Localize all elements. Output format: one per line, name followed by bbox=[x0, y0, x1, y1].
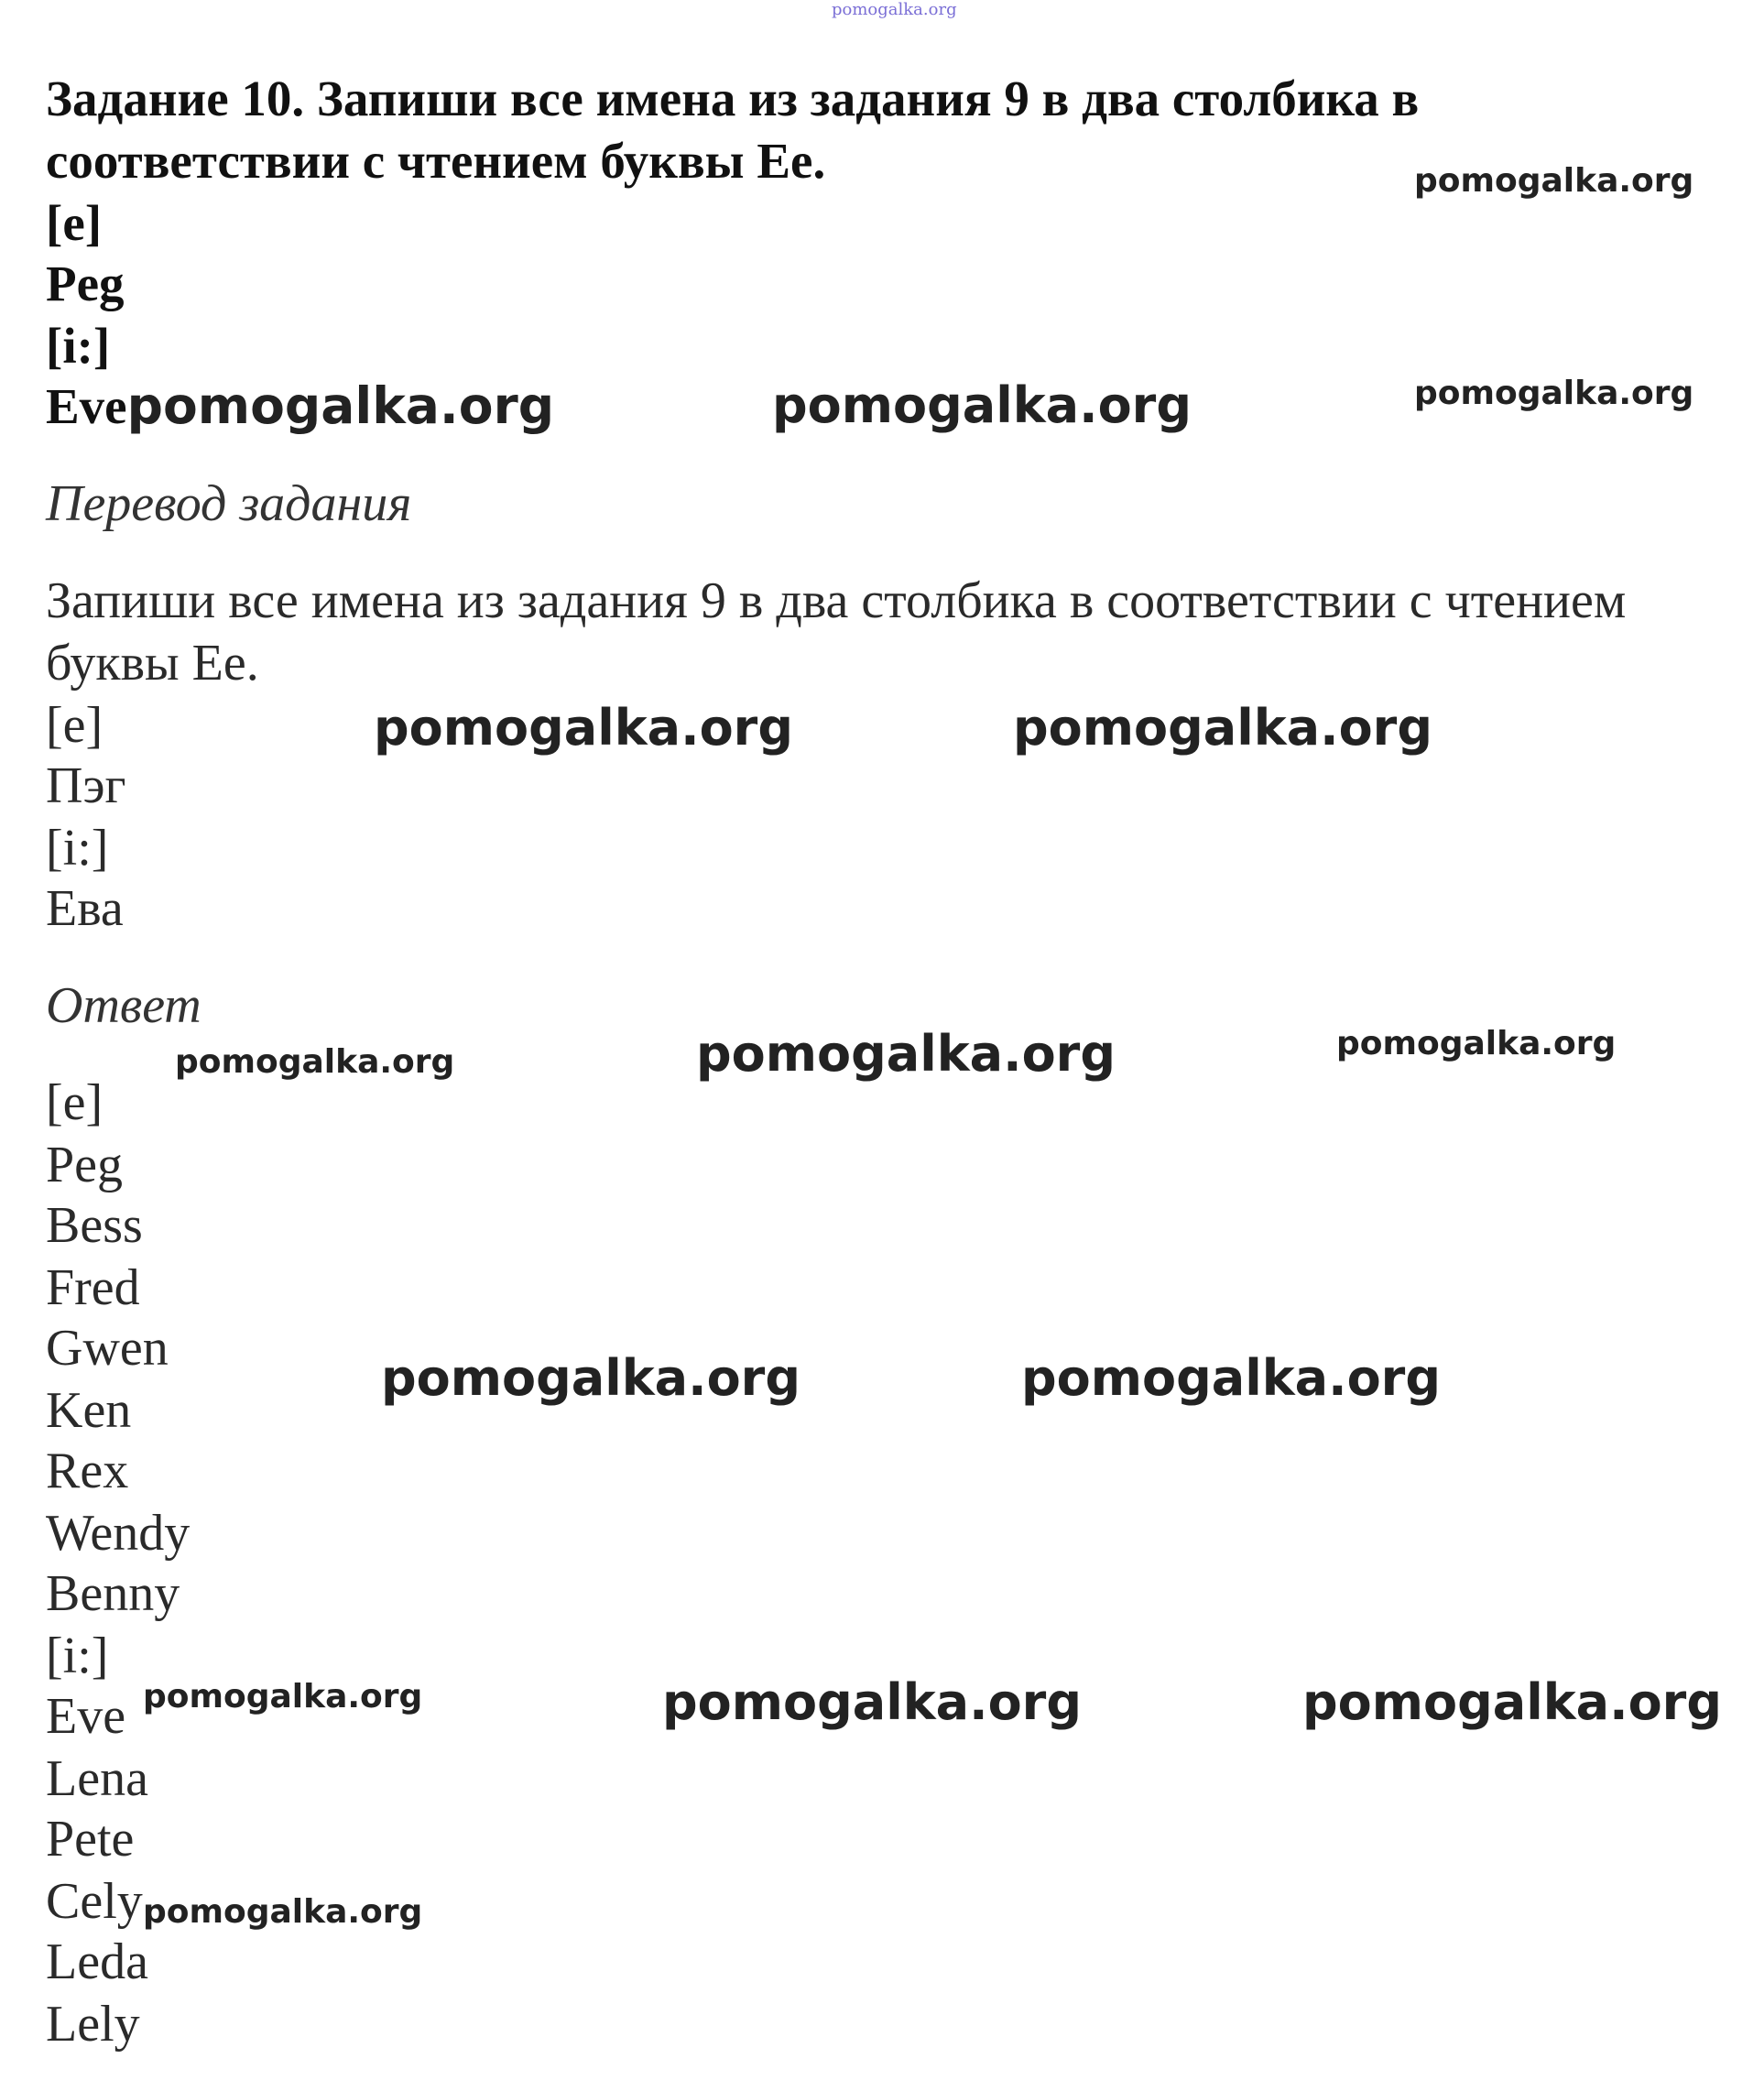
task-title-line-1: Задание 10. Запиши все имена из задания 9 в два столбика в bbox=[46, 71, 1420, 126]
watermark: pomogalka.org bbox=[1414, 375, 1694, 412]
translation-text-line-1: Запиши все имена из задания 9 в два столбика в соответствии с чтением bbox=[46, 572, 1627, 629]
answer-name: Lely bbox=[46, 1996, 140, 2053]
answer-name: Lena bbox=[46, 1750, 148, 1807]
watermark: pomogalka.org bbox=[772, 376, 1192, 434]
watermark: pomogalka.org bbox=[175, 1043, 455, 1081]
watermark: pomogalka.org bbox=[1302, 1673, 1722, 1731]
translation-heading: Перевод задания bbox=[46, 475, 412, 532]
watermark: pomogalka.org bbox=[662, 1673, 1082, 1731]
watermark: pomogalka.org bbox=[1414, 162, 1694, 200]
answer-name: Wendy bbox=[46, 1505, 191, 1562]
task-item: Peg bbox=[46, 256, 125, 311]
watermark: pomogalka.org bbox=[143, 1678, 423, 1715]
answer-sound-i: [i:] bbox=[46, 1628, 109, 1684]
task-item: [e] bbox=[46, 195, 103, 251]
watermark: pomogalka.org bbox=[1013, 699, 1432, 757]
answer-name: Fred bbox=[46, 1259, 140, 1316]
watermark: pomogalka.org bbox=[381, 1349, 800, 1407]
answer-heading: Ответ bbox=[46, 977, 201, 1034]
inline-watermark: pomogalka.org bbox=[126, 376, 555, 435]
answer-name: Pete bbox=[46, 1811, 135, 1868]
watermark: pomogalka.org bbox=[1336, 1025, 1617, 1062]
translation-item: [i:] bbox=[46, 820, 109, 877]
answer-name: Cely bbox=[46, 1873, 143, 1930]
task-last-name: Eve bbox=[46, 378, 127, 434]
answer-name: Peg bbox=[46, 1137, 123, 1193]
answer-name: Bess bbox=[46, 1197, 143, 1254]
answer-sound-e: [e] bbox=[46, 1074, 103, 1131]
watermark: pomogalka.org bbox=[374, 699, 793, 757]
answer-name: Gwen bbox=[46, 1320, 169, 1377]
watermark: pomogalka.org bbox=[143, 1893, 423, 1931]
answer-name: Rex bbox=[46, 1443, 129, 1499]
watermark: pomogalka.org bbox=[1021, 1349, 1441, 1407]
watermark: pomogalka.org bbox=[696, 1025, 1116, 1083]
translation-item: Ева bbox=[46, 880, 124, 937]
answer-name: Leda bbox=[46, 1933, 148, 1990]
task-item: [i:] bbox=[46, 318, 111, 374]
answer-name: Benny bbox=[46, 1565, 180, 1622]
header-watermark: pomogalka.org bbox=[832, 0, 957, 19]
translation-item: Пэг bbox=[46, 757, 126, 814]
task-item-last bbox=[46, 376, 555, 435]
task-title-line-2: соответствии с чтением буквы Ee. bbox=[46, 133, 826, 189]
translation-item: [e] bbox=[46, 697, 103, 754]
answer-name: Ken bbox=[46, 1382, 132, 1439]
answer-name: Eve bbox=[46, 1688, 126, 1745]
translation-text-line-2: буквы Ee. bbox=[46, 635, 259, 692]
